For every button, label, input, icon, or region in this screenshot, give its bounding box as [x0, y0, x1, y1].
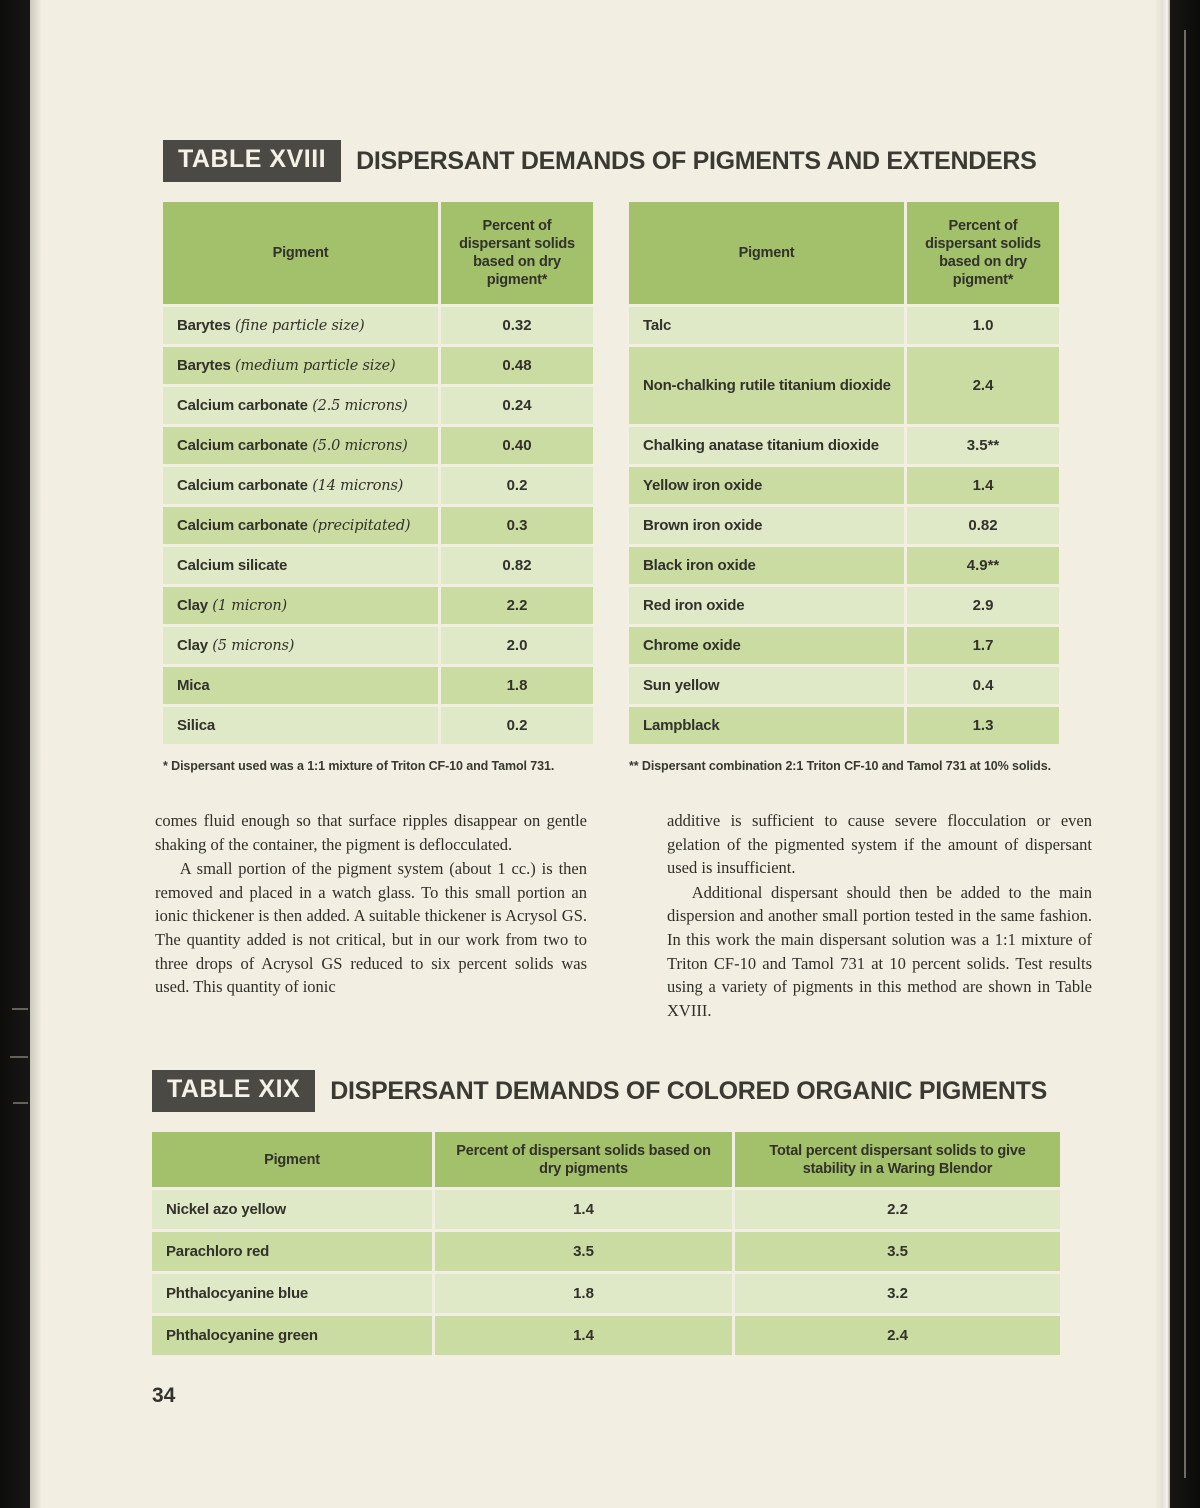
table-row — [152, 1190, 1060, 1232]
table-row — [163, 587, 593, 627]
pigment-name: Calcium carbonate — [177, 476, 308, 494]
table18-pair — [163, 202, 1170, 747]
percent-cell: 3.5** — [907, 427, 1059, 467]
pigment-cell — [163, 547, 441, 587]
percent-cell: 0.48 — [441, 347, 593, 387]
table19-heading — [152, 1070, 1170, 1112]
pigment-cell — [629, 587, 907, 627]
percent-cell: 1.3 — [907, 707, 1059, 747]
body-text — [155, 809, 1170, 1022]
table-row — [163, 667, 593, 707]
pigment-name: Calcium carbonate — [177, 436, 308, 454]
percent-cell: 0.82 — [907, 507, 1059, 547]
pigment-cell: Nickel azo yellow — [152, 1190, 435, 1232]
pigment-cell — [163, 627, 441, 667]
table-row — [152, 1316, 1060, 1358]
table-row — [163, 707, 593, 747]
total-cell: 2.2 — [735, 1190, 1060, 1232]
table-row — [629, 347, 1059, 427]
table18-footnotes — [163, 759, 1170, 773]
pigment-qualifier: (2.5 microns) — [307, 397, 408, 414]
pigment-name: Calcium carbonate — [177, 396, 308, 414]
pigment-name: Sun yellow — [643, 676, 720, 694]
percent-cell: 1.8 — [441, 667, 593, 707]
percent-cell: 4.9** — [907, 547, 1059, 587]
pigment-name: Lampblack — [643, 716, 720, 734]
table19-title: DISPERSANT DEMANDS OF COLORED ORGANIC PIGMENTS — [330, 1076, 1048, 1105]
pigment-qualifier: (medium particle size) — [230, 357, 396, 374]
table-row — [152, 1274, 1060, 1316]
percent-cell: 1.8 — [435, 1274, 735, 1316]
percent-cell: 0.4 — [907, 667, 1059, 707]
table-row — [163, 547, 593, 587]
table18-right-table — [629, 202, 1059, 747]
percent-cell: 0.32 — [441, 307, 593, 347]
table-row — [629, 707, 1059, 747]
footnote-single-asterisk: * Dispersant used was a 1:1 mixture of Triton CF-10 and Tamol 731. — [163, 759, 555, 773]
pigment-name: Clay — [177, 596, 208, 614]
pigment-qualifier: (fine particle size) — [230, 317, 365, 334]
pigment-cell: Phthalocyanine green — [152, 1316, 435, 1358]
pigment-cell — [163, 467, 441, 507]
table-row — [152, 1232, 1060, 1274]
pigment-name: Red iron oxide — [643, 596, 745, 614]
page — [30, 0, 1170, 1508]
pigment-cell — [163, 387, 441, 427]
table-row — [163, 347, 593, 387]
column-header-percent: Percent of dispersant solids based on dry pigment* — [907, 202, 1059, 307]
percent-cell: 3.5 — [435, 1232, 735, 1274]
pigment-qualifier: (14 microns) — [307, 477, 404, 494]
table19-table — [152, 1132, 1060, 1358]
percent-cell: 0.82 — [441, 547, 593, 587]
table-row — [629, 587, 1059, 627]
column-header-percent: Percent of dispersant solids based on dry pigment* — [441, 202, 593, 307]
column-header-solids: Percent of dispersant solids based on dry pigments — [435, 1132, 735, 1190]
pigment-name: Brown iron oxide — [643, 516, 763, 534]
pigment-cell — [163, 587, 441, 627]
pigment-name: Non-chalking rutile titanium dioxide — [643, 376, 891, 394]
pigment-cell — [163, 427, 441, 467]
stacked-page-edge — [12, 1008, 28, 1010]
percent-cell: 0.3 — [441, 507, 593, 547]
pigment-name: Silica — [177, 716, 215, 734]
total-cell: 3.2 — [735, 1274, 1060, 1316]
percent-cell: 0.40 — [441, 427, 593, 467]
pigment-name: Calcium carbonate — [177, 516, 308, 534]
pigment-cell — [629, 507, 907, 547]
body-paragraph: comes fluid enough so that surface ripples disappear on gentle shaking of the container, the pigment is deflocculated. — [155, 811, 587, 854]
header-row — [163, 202, 593, 307]
pigment-name: Barytes — [177, 316, 231, 334]
header-row — [152, 1132, 1060, 1190]
percent-cell: 0.24 — [441, 387, 593, 427]
table18-tag: TABLE XVIII — [163, 140, 341, 182]
percent-cell: 0.2 — [441, 707, 593, 747]
table-row — [629, 667, 1059, 707]
percent-cell: 1.4 — [907, 467, 1059, 507]
total-cell: 2.4 — [735, 1316, 1060, 1358]
stacked-page-edge — [10, 1056, 28, 1058]
table-row — [629, 507, 1059, 547]
column-header-total: Total percent dispersant solids to give stability in a Waring Blendor — [735, 1132, 1060, 1190]
percent-cell: 1.4 — [435, 1316, 735, 1358]
pigment-cell — [629, 427, 907, 467]
page-number: 34 — [152, 1384, 176, 1408]
body-column-left — [155, 809, 587, 1022]
table-row — [163, 467, 593, 507]
pigment-name: Chalking anatase titanium dioxide — [643, 436, 879, 454]
table-row — [629, 307, 1059, 347]
header-row — [629, 202, 1059, 307]
column-header-pigment: Pigment — [163, 202, 441, 307]
pigment-cell — [629, 547, 907, 587]
body-paragraph: A small portion of the pigment system (about 1 cc.) is then removed and placed in a watch glass. To this small portion an ionic thickener is then added. A suitable thickener is Acrysol GS. The quantity added is not critical, but in our work from two to three drops of Acrysol GS reduced to six percent solids was used. This quantity of ionic — [155, 859, 587, 997]
pigment-name: Chrome oxide — [643, 636, 741, 654]
table-row — [163, 507, 593, 547]
percent-cell: 1.4 — [435, 1190, 735, 1232]
pigment-cell: Phthalocyanine blue — [152, 1274, 435, 1316]
table18-heading — [163, 0, 1170, 182]
percent-cell: 2.2 — [441, 587, 593, 627]
pigment-cell — [629, 667, 907, 707]
pigment-name: Black iron oxide — [643, 556, 756, 574]
pigment-name: Mica — [177, 676, 210, 694]
table-row — [163, 627, 593, 667]
pigment-cell — [629, 467, 907, 507]
table-row — [629, 467, 1059, 507]
pigment-qualifier: (5 microns) — [207, 637, 295, 654]
page-edge-highlight — [1184, 30, 1186, 1478]
table-row — [629, 547, 1059, 587]
body-column-right — [667, 809, 1092, 1022]
pigment-cell — [163, 667, 441, 707]
column-header-pigment: Pigment — [629, 202, 907, 307]
pigment-cell — [629, 707, 907, 747]
pigment-cell — [163, 347, 441, 387]
table-row — [629, 627, 1059, 667]
column-header-pigment: Pigment — [152, 1132, 435, 1190]
table-row — [163, 387, 593, 427]
pigment-name: Barytes — [177, 356, 231, 374]
pigment-qualifier: (1 micron) — [207, 597, 287, 614]
table18-title: DISPERSANT DEMANDS OF PIGMENTS AND EXTENDERS — [356, 146, 1037, 175]
percent-cell: 0.2 — [441, 467, 593, 507]
stacked-page-edge — [13, 1102, 28, 1104]
percent-cell: 2.9 — [907, 587, 1059, 627]
pigment-name: Clay — [177, 636, 208, 654]
percent-cell: 1.0 — [907, 307, 1059, 347]
pigment-cell — [163, 307, 441, 347]
pigment-cell: Parachloro red — [152, 1232, 435, 1274]
table-row — [629, 427, 1059, 467]
table19-tag: TABLE XIX — [152, 1070, 315, 1112]
pigment-cell — [163, 707, 441, 747]
table18-left-table — [163, 202, 593, 747]
total-cell: 3.5 — [735, 1232, 1060, 1274]
pigment-cell — [629, 627, 907, 667]
pigment-cell — [629, 347, 907, 427]
body-paragraph: Additional dispersant should then be added to the main dispersion and another small portion tested in the same fashion. In this work the main dispersant solution was a 1:1 mixture of Triton CF-10 and Tamol 731 at 10 percent solids. Test results using a variety of pigments in this method are shown in Table XVIII. — [667, 882, 1092, 1020]
footnote-double-asterisk: ** Dispersant combination 2:1 Triton CF-10 and Tamol 731 at 10% solids. — [629, 759, 1051, 773]
body-paragraph: additive is sufficient to cause severe flocculation or even gelation of the pigmented system if the amount of dispersant used is insufficient. — [667, 811, 1092, 878]
pigment-cell — [163, 507, 441, 547]
pigment-name: Yellow iron oxide — [643, 476, 763, 494]
pigment-cell — [629, 307, 907, 347]
pigment-name: Calcium silicate — [177, 556, 288, 574]
percent-cell: 2.0 — [441, 627, 593, 667]
table-row — [163, 427, 593, 467]
pigment-name: Talc — [643, 316, 672, 334]
percent-cell: 1.7 — [907, 627, 1059, 667]
pigment-qualifier: (5.0 microns) — [307, 437, 408, 454]
pigment-qualifier: (precipitated) — [307, 517, 411, 534]
percent-cell: 2.4 — [907, 347, 1059, 427]
table-row — [163, 307, 593, 347]
